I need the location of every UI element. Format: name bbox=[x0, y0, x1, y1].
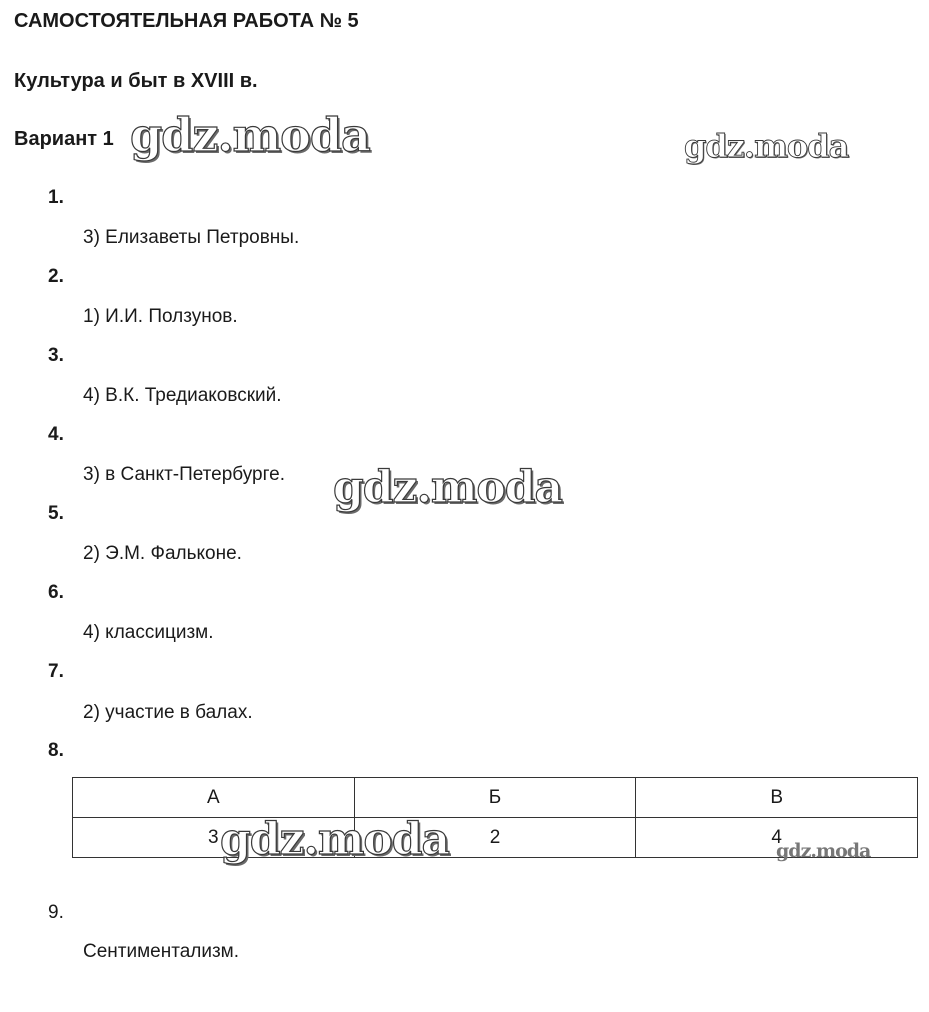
answer-text: 2) Э.М. Фальконе. bbox=[83, 543, 242, 564]
answer-text: 4) В.К. Тредиаковский. bbox=[83, 385, 282, 406]
table-header-cell: Б bbox=[354, 778, 636, 818]
watermark: gdz.moda bbox=[130, 108, 370, 162]
answer-text: Сентиментализм. bbox=[83, 941, 240, 962]
question-number: 4. bbox=[48, 424, 64, 445]
table-header-cell: В bbox=[636, 778, 918, 818]
answer-text: 4) классицизм. bbox=[83, 622, 214, 643]
answer-text: 2) участие в балах. bbox=[83, 702, 253, 723]
table-cell: 4 bbox=[636, 818, 918, 858]
table-header-row bbox=[73, 778, 918, 818]
question-number: 2. bbox=[48, 266, 64, 287]
table-header-cell: А bbox=[73, 778, 355, 818]
answer-text: 1) И.И. Ползунов. bbox=[83, 306, 238, 327]
watermark: gdz.moda bbox=[684, 127, 849, 165]
question-number: 6. bbox=[48, 582, 64, 603]
topic-heading: Культура и быт в XVIII в. bbox=[14, 70, 258, 92]
variant-heading: Вариант 1 bbox=[14, 128, 114, 150]
answer-text: 3) в Санкт-Петербурге. bbox=[83, 464, 285, 485]
watermark: gdz.moda bbox=[776, 840, 871, 862]
question-number: 9. bbox=[48, 902, 64, 923]
table-cell: 3 bbox=[73, 818, 355, 858]
table-cell: 2 bbox=[354, 818, 636, 858]
question-number: 3. bbox=[48, 345, 64, 366]
question-number: 7. bbox=[48, 661, 64, 682]
question-number: 8. bbox=[48, 740, 64, 761]
watermark: gdz.moda bbox=[333, 462, 563, 513]
watermark: gdz.moda bbox=[220, 814, 450, 865]
question-number: 1. bbox=[48, 187, 64, 208]
answer-text: 3) Елизаветы Петровны. bbox=[83, 227, 300, 248]
page-title: САМОСТОЯТЕЛЬНАЯ РАБОТА № 5 bbox=[14, 10, 359, 32]
question-number: 5. bbox=[48, 503, 64, 524]
